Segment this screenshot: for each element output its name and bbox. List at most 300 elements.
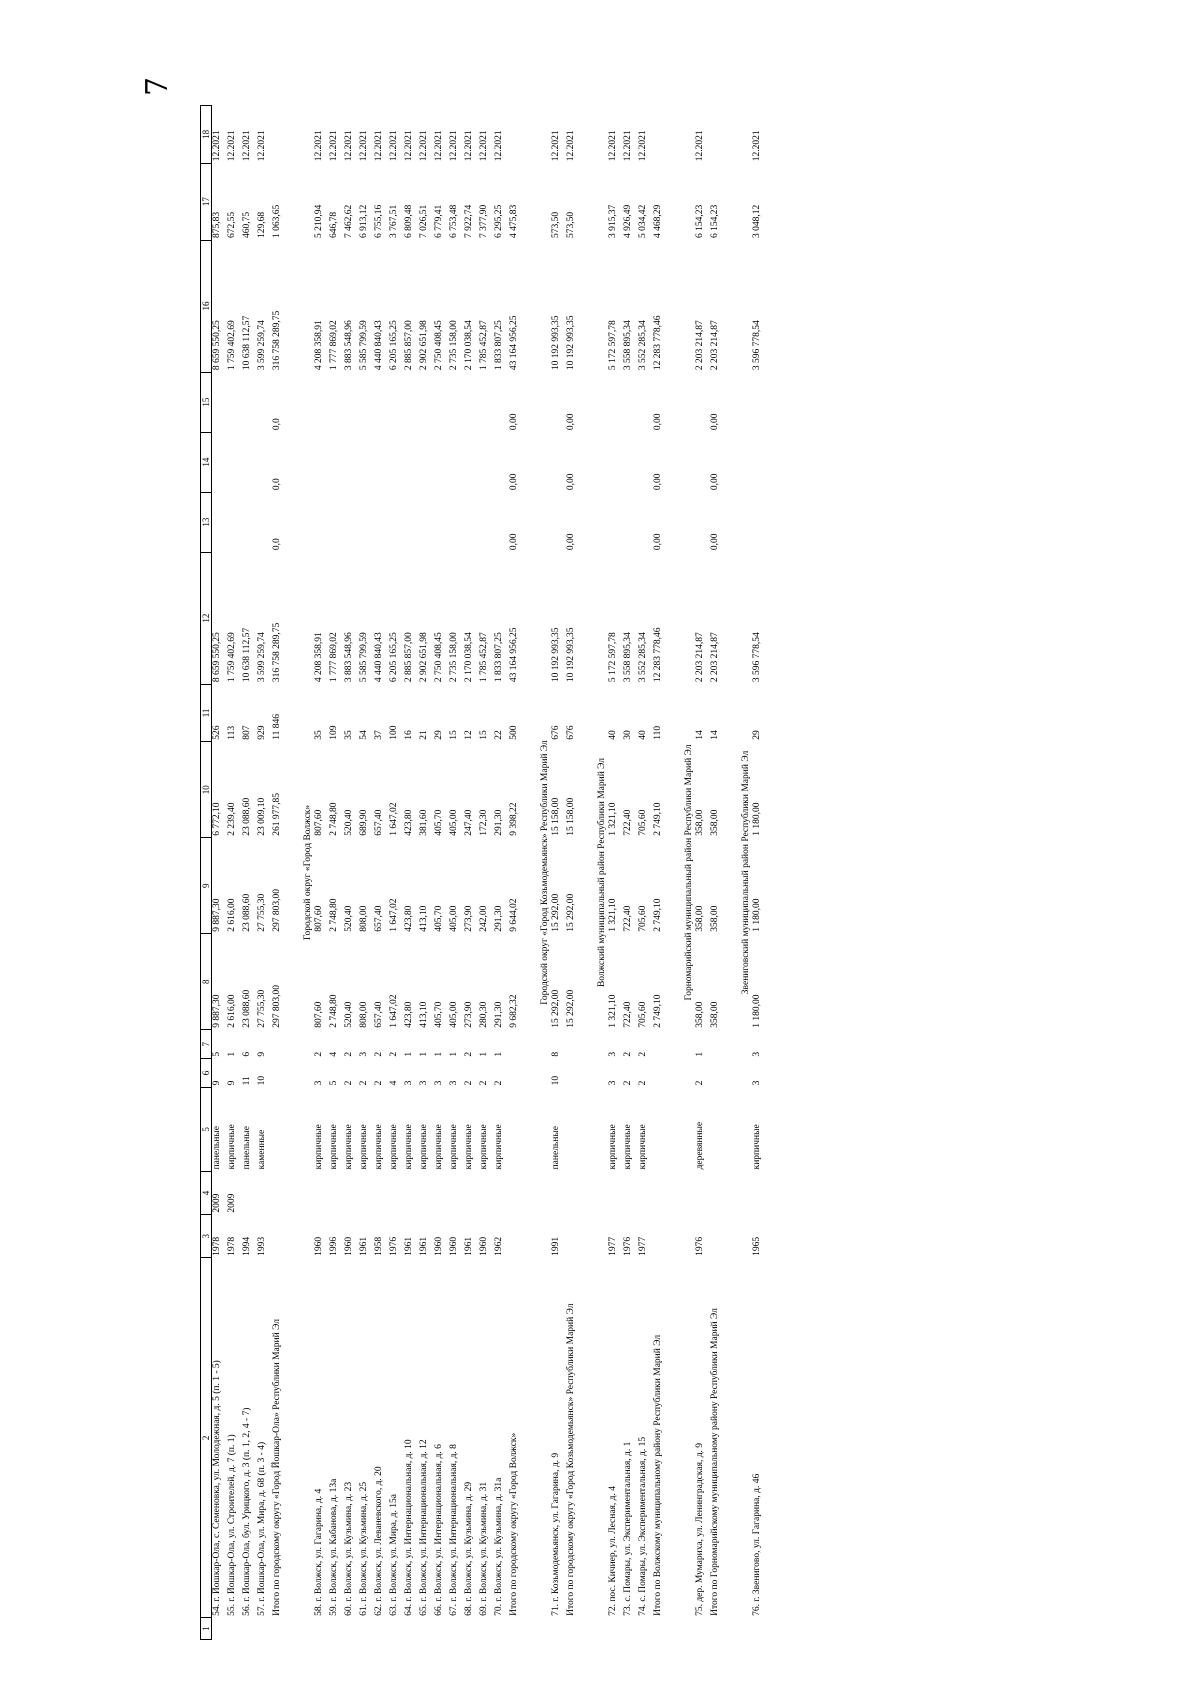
cell-col-10: 807,60 [314, 809, 325, 836]
housing-register-table [200, 105, 767, 1640]
cell-col-8: 273,90 [464, 1001, 475, 1028]
cell-col-4 [752, 1171, 767, 1214]
cell-col-15 [695, 372, 710, 432]
column-header-8: 8 [201, 934, 212, 1030]
cell-col-5: кирпичные [374, 1124, 385, 1170]
cell-col-18: 12.2021 [242, 130, 253, 162]
cell-col-7 [710, 1030, 721, 1059]
cell-col-4 [710, 1171, 721, 1214]
cell-col-11: 22 [494, 730, 505, 740]
cell-col-16: 5 585 799,59 [359, 320, 370, 371]
column-header-9: 9 [201, 838, 212, 934]
cell-col-5 [710, 1087, 721, 1171]
cell-col-13 [314, 492, 329, 552]
cell-col-18: 12.2021 [419, 130, 430, 162]
cell-col-13 [227, 492, 242, 552]
cell-spacer [359, 1618, 374, 1640]
cell-col-14: 0,00 [509, 473, 520, 491]
cell-col-9: 2 749,10 [652, 898, 663, 932]
cell-col-8: 297 803,00 [272, 985, 283, 1028]
cell-col-11: 109 [329, 725, 340, 740]
cell-col-16: 3 883 548,96 [344, 320, 355, 371]
table-row [638, 106, 653, 1640]
cell-col-18: 12.2021 [694, 130, 705, 162]
cell-col-10: 405,00 [449, 809, 460, 836]
cell-col-2: 57. г. Йошкар-Ола, ул. Мира, д. 68 (п. 3 - 4) [257, 1441, 268, 1616]
cell-col-8: 15 292,00 [566, 989, 577, 1028]
cell-spacer [566, 1618, 577, 1640]
cell-col-2: 63. г. Волжск, ул. Мира, д. 15а [389, 1494, 400, 1616]
cell-spacer [374, 1618, 389, 1640]
cell-col-17: 6 154,23 [709, 204, 720, 239]
cell-col-4 [623, 1171, 638, 1214]
cell-col-15 [449, 372, 464, 432]
cell-col-9: 1 647,02 [389, 898, 400, 932]
column-number-row [201, 106, 212, 1640]
cell-col-15 [419, 372, 434, 432]
cell-col-10: 2 239,40 [227, 802, 238, 836]
cell-col-6: 10 [257, 1075, 268, 1086]
cell-col-9: 705,60 [637, 905, 648, 932]
cell-col-8: 27 755,30 [257, 989, 268, 1028]
table-row [434, 106, 449, 1640]
cell-col-9: 413,10 [419, 905, 430, 932]
cell-col-18: 12.2021 [359, 130, 370, 162]
table-row [464, 106, 479, 1640]
cell-col-9: 520,40 [344, 905, 355, 932]
section-heading-row [684, 106, 695, 1640]
cell-col-2: 54. г. Йошкар-Ола, с. Семеновка, ул. Молодежная, д. 5 (п. 1 - 5) [212, 1360, 223, 1616]
cell-col-10: 1 647,02 [389, 802, 400, 836]
table-row [479, 106, 494, 1640]
cell-col-8: 358,00 [709, 1001, 720, 1028]
cell-col-16: 4 208 358,91 [314, 320, 325, 371]
cell-col-17: 573,50 [566, 211, 577, 239]
cell-col-10: 358,00 [694, 809, 705, 836]
cell-col-12: 3 883 548,96 [344, 632, 355, 683]
cell-col-4 [329, 1171, 344, 1214]
cell-col-12: 2 902 651,98 [419, 632, 430, 683]
cell-spacer [623, 1618, 638, 1640]
cell-col-18: 12.2021 [389, 130, 400, 162]
cell-col-14 [389, 432, 404, 492]
cell-col-5: панельные [212, 1126, 223, 1170]
cell-col-18 [710, 106, 721, 164]
cell-col-6: 3 [751, 1080, 762, 1086]
cell-col-4 [434, 1171, 449, 1214]
cell-col-9: 807,60 [314, 905, 325, 932]
cell-col-12: 3 599 259,74 [257, 632, 268, 683]
table-row [449, 106, 464, 1640]
cell-spacer [494, 1618, 509, 1640]
cell-col-11: 676 [566, 725, 577, 740]
cell-col-3: 1976 [694, 1236, 705, 1256]
spacer-row [283, 106, 303, 1640]
section-heading-row [540, 106, 551, 1640]
cell-col-5: кирпичные [622, 1124, 633, 1170]
cell-spacer [227, 1618, 242, 1640]
cell-col-18: 12.2021 [622, 130, 633, 162]
cell-col-17: 7 377,90 [479, 204, 490, 239]
cell-spacer [212, 1618, 228, 1640]
cell-col-3: 1961 [419, 1236, 430, 1256]
cell-col-17: 5 034,42 [637, 204, 648, 239]
cell-col-16: 2 750 408,45 [434, 320, 445, 371]
cell-col-4 [638, 1171, 653, 1214]
cell-col-15: 0,00 [652, 413, 663, 431]
cell-col-4 [509, 1171, 520, 1214]
cell-col-15: 0,00 [566, 413, 577, 431]
cell-col-13 [494, 492, 509, 552]
cell-col-17: 3 915,37 [607, 204, 618, 239]
cell-col-14 [404, 432, 419, 492]
cell-col-18: 12.2021 [344, 130, 355, 162]
cell-col-8: 808,00 [359, 1001, 370, 1028]
cell-col-7: 3 [607, 1051, 618, 1057]
table-row [551, 106, 566, 1640]
spacer-row [577, 106, 597, 1640]
cell-col-18: 12.2021 [404, 130, 415, 162]
cell-col-17: 646,78 [329, 211, 340, 239]
cell-col-14 [752, 432, 767, 492]
cell-col-3: 1976 [622, 1236, 633, 1256]
cell-col-14 [638, 432, 653, 492]
cell-spacer [509, 1618, 520, 1640]
cell-col-12: 6 205 165,25 [389, 632, 400, 683]
cell-col-11: 14 [694, 730, 705, 740]
cell-col-2: 67. г. Волжск, ул. Интернациональная, д. 8 [449, 1444, 460, 1616]
column-header-17: 17 [201, 163, 212, 240]
cell-col-12: 2 735 158,00 [449, 632, 460, 683]
cell-col-3 [566, 1215, 577, 1258]
cell-col-7: 2 [637, 1051, 648, 1057]
cell-col-10: 405,70 [434, 809, 445, 836]
cell-col-6 [509, 1059, 520, 1088]
cell-col-4 [257, 1171, 272, 1214]
cell-spacer [551, 1618, 566, 1640]
cell-col-3 [509, 1215, 520, 1258]
cell-col-13 [449, 492, 464, 552]
section-heading: Звениговский муниципальный район Республики Марий Эл [740, 750, 751, 995]
cell-col-12: 1 833 807,25 [494, 632, 505, 683]
cell-col-4 [608, 1171, 623, 1214]
cell-col-5: кирпичные [449, 1124, 460, 1170]
cell-col-14 [212, 432, 228, 492]
cell-spacer [638, 1618, 653, 1640]
cell-col-2: 73. с. Помары, ул. Экспериментальная, д. 1 [622, 1441, 633, 1616]
cell-col-6: 3 [449, 1080, 460, 1086]
cell-col-12: 3 558 895,34 [622, 632, 633, 683]
cell-spacer [695, 1618, 710, 1640]
cell-col-13 [638, 492, 653, 552]
cell-col-5 [509, 1087, 520, 1171]
cell-col-15 [434, 372, 449, 432]
cell-col-9: 405,00 [449, 905, 460, 932]
cell-col-8: 23 088,60 [242, 989, 253, 1028]
cell-col-6: 9 [212, 1080, 223, 1086]
cell-col-14 [359, 432, 374, 492]
cell-col-14: 0,00 [566, 473, 577, 491]
cell-col-17: 672,55 [227, 211, 238, 239]
cell-col-8: 1 180,00 [751, 994, 762, 1028]
cell-col-6: 5 [329, 1080, 340, 1086]
cell-col-13 [623, 492, 638, 552]
cell-col-18: 12.2021 [449, 130, 460, 162]
table-row [419, 106, 434, 1640]
cell-col-15 [374, 372, 389, 432]
cell-col-8: 2 616,00 [227, 994, 238, 1028]
cell-col-16: 2 170 038,54 [464, 320, 475, 371]
cell-col-9: 9 644,02 [509, 898, 520, 932]
cell-col-3: 1996 [329, 1236, 340, 1256]
cell-col-11: 14 [709, 730, 720, 740]
spacer-cell [577, 106, 597, 1640]
cell-col-14 [374, 432, 389, 492]
cell-col-7: 8 [551, 1051, 562, 1057]
cell-col-3 [653, 1215, 664, 1258]
cell-col-13 [389, 492, 404, 552]
cell-col-2: 72. пос. Кичиер, ул. Лесная, д. 4 [607, 1485, 618, 1616]
cell-col-12: 5 585 799,59 [359, 632, 370, 683]
cell-col-16: 3 596 778,54 [751, 320, 762, 371]
cell-col-7: 6 [242, 1051, 253, 1057]
cell-col-11: 16 [404, 730, 415, 740]
total-row [710, 106, 721, 1640]
cell-col-15 [242, 372, 257, 432]
total-row [566, 106, 577, 1640]
cell-col-7: 4 [329, 1051, 340, 1057]
cell-col-7: 1 [404, 1051, 415, 1057]
cell-col-12: 316 758 289,75 [272, 622, 283, 683]
cell-col-2: 62. г. Волжск, ул. Леваневского, д. 20 [374, 1466, 385, 1616]
cell-col-6: 2 [374, 1080, 385, 1086]
cell-col-15 [494, 372, 509, 432]
cell-col-10: 15 158,00 [566, 797, 577, 836]
cell-col-12: 1 777 869,02 [329, 632, 340, 683]
cell-col-10: 657,40 [374, 809, 385, 836]
cell-col-17: 6 753,48 [449, 204, 460, 239]
cell-col-13 [479, 492, 494, 552]
cell-col-10: 689,90 [359, 809, 370, 836]
cell-col-4 [359, 1171, 374, 1214]
cell-col-17: 875,83 [212, 211, 223, 239]
cell-col-4 [494, 1171, 509, 1214]
cell-col-3: 1958 [374, 1236, 385, 1256]
cell-col-2: 60. г. Волжск, ул. Кузьмина, д. 23 [344, 1481, 355, 1616]
column-header-10: 10 [201, 742, 212, 838]
cell-col-16: 43 164 956,25 [509, 315, 520, 371]
cell-col-13 [752, 492, 767, 552]
cell-col-7 [566, 1030, 577, 1059]
cell-col-10: 23 088,60 [242, 797, 253, 836]
cell-col-16: 4 440 840,43 [374, 320, 385, 371]
cell-col-9: 297 803,00 [272, 889, 283, 932]
cell-col-8: 1 647,02 [389, 994, 400, 1028]
cell-spacer [464, 1618, 479, 1640]
cell-col-6: 2 [637, 1080, 648, 1086]
cell-col-14: 0,0 [272, 478, 283, 491]
cell-col-9: 242,00 [479, 905, 490, 932]
cell-col-16: 2 203 214,87 [709, 320, 720, 371]
cell-col-6: 2 [344, 1080, 355, 1086]
cell-spacer [608, 1618, 623, 1640]
cell-col-14 [449, 432, 464, 492]
total-row [509, 106, 520, 1640]
cell-col-17: 6 755,16 [374, 204, 385, 239]
cell-col-9: 15 292,00 [566, 893, 577, 932]
cell-col-10: 15 158,00 [551, 797, 562, 836]
cell-col-13 [359, 492, 374, 552]
cell-col-9: 9 887,30 [212, 898, 223, 932]
cell-col-7: 1 [434, 1051, 445, 1057]
cell-col-8: 423,80 [404, 1001, 415, 1028]
cell-spacer [257, 1618, 272, 1640]
cell-col-18: 12.2021 [329, 130, 340, 162]
cell-col-5: кирпичные [419, 1124, 430, 1170]
cell-col-5: кирпичные [479, 1124, 490, 1170]
spacer-cell [520, 106, 540, 1640]
cell-col-9: 1 180,00 [751, 898, 762, 932]
cell-col-9: 273,90 [464, 905, 475, 932]
cell-col-11: 30 [622, 730, 633, 740]
table-row [344, 106, 359, 1640]
cell-col-12: 4 208 358,91 [314, 632, 325, 683]
cell-col-16: 1 785 452,87 [479, 320, 490, 371]
cell-col-13 [212, 492, 228, 552]
cell-col-5 [272, 1087, 283, 1171]
cell-col-2: 59. г. Волжск, ул. Кабанова, д. 13а [329, 1478, 340, 1616]
cell-col-8: 280,30 [479, 1001, 490, 1028]
cell-col-12: 1 785 452,87 [479, 632, 490, 683]
cell-col-10: 705,60 [637, 809, 648, 836]
cell-col-15 [638, 372, 653, 432]
cell-col-7: 1 [449, 1051, 460, 1057]
cell-col-5 [566, 1087, 577, 1171]
cell-col-6: 4 [389, 1080, 400, 1086]
cell-col-9: 23 088,60 [242, 893, 253, 932]
cell-col-11: 12 [464, 730, 475, 740]
cell-col-13: 0,00 [566, 533, 577, 551]
cell-col-16: 3 552 285,34 [637, 320, 648, 371]
cell-col-8: 358,00 [694, 1001, 705, 1028]
cell-col-3: 1960 [434, 1236, 445, 1256]
cell-col-2: 65. г. Волжск, ул. Интернациональная, д. 12 [419, 1439, 430, 1616]
cell-col-13 [344, 492, 359, 552]
cell-col-9: 358,00 [709, 905, 720, 932]
cell-col-18: 12.2021 [494, 130, 505, 162]
cell-col-15: 0,00 [509, 413, 520, 431]
cell-col-14 [314, 432, 329, 492]
cell-spacer [329, 1618, 344, 1640]
cell-col-4 [449, 1171, 464, 1214]
cell-col-16: 10 192 993,35 [551, 315, 562, 371]
cell-col-5 [653, 1087, 664, 1171]
cell-col-16: 10 192 993,35 [566, 315, 577, 371]
cell-col-8: 1 321,10 [607, 994, 618, 1028]
cell-col-6: 2 [479, 1080, 490, 1086]
cell-col-13 [329, 492, 344, 552]
cell-col-12: 43 164 956,25 [509, 627, 520, 683]
cell-col-6: 3 [419, 1080, 430, 1086]
cell-col-14: 0,00 [652, 473, 663, 491]
cell-col-3: 1962 [494, 1236, 505, 1256]
cell-col-4 [344, 1171, 359, 1214]
cell-col-3 [272, 1215, 283, 1258]
cell-spacer [710, 1618, 721, 1640]
cell-col-13 [242, 492, 257, 552]
cell-col-16: 10 638 112,57 [242, 315, 253, 371]
column-header-4: 4 [201, 1171, 212, 1214]
cell-col-13: 0,0 [272, 538, 283, 551]
cell-col-3: 1994 [242, 1236, 253, 1256]
cell-col-2: Итого по городскому округу «Город Волжск» [509, 1432, 520, 1616]
cell-col-6 [653, 1059, 664, 1088]
cell-col-17: 5 210,94 [314, 204, 325, 239]
cell-col-9: 2 616,00 [227, 898, 238, 932]
cell-col-9: 808,00 [359, 905, 370, 932]
section-heading: Волжский муниципальный район Республики Марий Эл [596, 757, 607, 988]
cell-col-4 [272, 1171, 283, 1214]
cell-col-6: 3 [607, 1080, 618, 1086]
cell-col-11: 110 [652, 725, 663, 740]
cell-col-3: 1977 [607, 1236, 618, 1256]
cell-col-8: 15 292,00 [551, 989, 562, 1028]
cell-col-13 [434, 492, 449, 552]
cell-col-6 [566, 1059, 577, 1088]
cell-spacer [434, 1618, 449, 1640]
cell-col-13 [374, 492, 389, 552]
cell-col-15: 0,00 [709, 413, 720, 431]
table-row [389, 106, 404, 1640]
cell-col-2: 69. г. Волжск, ул. Кузьмина, д. 31 [479, 1481, 490, 1616]
cell-col-4 [314, 1171, 329, 1214]
spacer-cell [283, 106, 303, 1640]
cell-col-17: 1 063,65 [272, 204, 283, 239]
cell-col-7 [509, 1030, 520, 1059]
cell-col-18: 12.2021 [607, 130, 618, 162]
cell-col-2: 64. г. Волжск, ул. Интернациональная, д. 10 [404, 1439, 415, 1616]
cell-col-15 [404, 372, 419, 432]
cell-col-2: Итого по городскому округу «Город Йошкар-Ола» Республики Марий Эл [272, 1319, 283, 1616]
cell-col-12: 2 170 038,54 [464, 632, 475, 683]
cell-col-10: 520,40 [344, 809, 355, 836]
cell-col-15 [314, 372, 329, 432]
cell-col-16: 1 777 869,02 [329, 320, 340, 371]
table-row [623, 106, 638, 1640]
cell-col-16: 316 758 289,75 [272, 310, 283, 371]
cell-col-15 [227, 372, 242, 432]
cell-col-16: 2 203 214,87 [694, 320, 705, 371]
cell-col-17: 573,50 [551, 211, 562, 239]
cell-col-8: 705,60 [637, 1001, 648, 1028]
section-heading-row [597, 106, 608, 1640]
cell-col-7 [653, 1030, 664, 1059]
cell-col-13: 0,00 [652, 533, 663, 551]
cell-col-2: Итого по Горномарийскому муниципальному району Республики Марий Эл [709, 1308, 720, 1616]
table-row [359, 106, 374, 1640]
cell-col-8: 2 749,10 [652, 994, 663, 1028]
cell-col-11: 40 [637, 730, 648, 740]
cell-col-6: 3 [314, 1080, 325, 1086]
cell-col-10: 2 748,80 [329, 802, 340, 836]
cell-col-12: 10 192 993,35 [566, 627, 577, 683]
cell-col-11: 29 [751, 730, 762, 740]
column-header-6: 6 [201, 1059, 212, 1088]
cell-col-13 [257, 492, 272, 552]
cell-col-14 [551, 432, 566, 492]
table-row [329, 106, 344, 1640]
cell-col-6: 2 [622, 1080, 633, 1086]
